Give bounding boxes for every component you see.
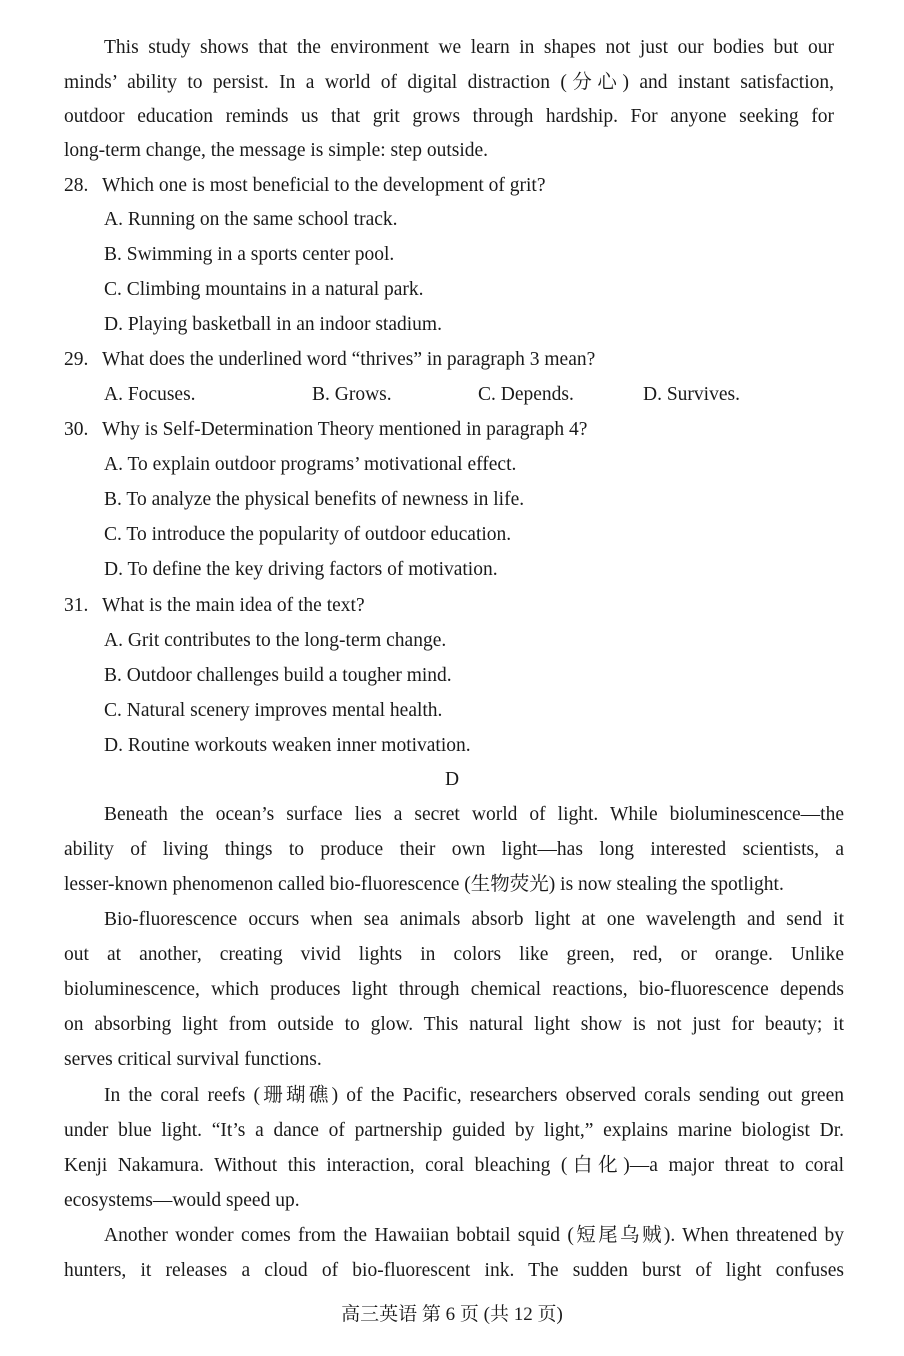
passage-line: out at another, creating vivid lights in colors like green, red, or orange. Unlike [64,944,844,965]
passage-line: minds’ ability to persist. In a world of digital distraction (分心) and instant satisfaction, [64,72,834,93]
passage-line: Bio-fluorescence occurs when sea animals absorb light at one wavelength and send it [104,909,844,930]
question-28 [64,176,546,196]
option-c: C. Climbing mountains in a natural park. [104,279,424,300]
passage-line: Another wonder comes from the Hawaiian bobtail squid (短尾乌贼). When threatened by [104,1225,844,1246]
passage-line: under blue light. “It’s a dance of partnership guided by light,” explains marine biologist Dr. [64,1120,844,1141]
passage-line: Beneath the ocean’s surface lies a secret world of light. While bioluminescence—the [104,804,844,825]
option-a: A. Grit contributes to the long-term change. [104,630,447,651]
option-c: C. Natural scenery improves mental health. [104,700,443,721]
question-number: 31. [64,595,89,616]
question-stem: What is the main idea of the text? [102,595,365,616]
question-number: 30. [64,419,89,440]
question-30 [64,420,587,440]
question-29 [64,350,595,370]
passage-line: ecosystems—would speed up. [64,1190,300,1211]
passage-line: ability of living things to produce their own light—has long interested scientists, a [64,839,844,860]
option-c: C. Depends. [478,384,574,405]
question-stem: Why is Self-Determination Theory mentioned in paragraph 4? [102,419,588,440]
passage-line: lesser-known phenomenon called bio-fluorescence (生物荧光) is now stealing the spotlight. [64,874,784,895]
passage-line: long-term change, the message is simple: step outside. [64,140,489,161]
question-31 [64,596,365,616]
option-b: B. Swimming in a sports center pool. [104,244,395,265]
passage-line: hunters, it releases a cloud of bio-fluorescent ink. The sudden burst of light confuses [64,1260,844,1281]
option-d: D. Survives. [643,384,740,405]
question-stem: What does the underlined word “thrives” in paragraph 3 mean? [102,349,596,370]
option-d: D. Playing basketball in an indoor stadium. [104,314,442,335]
passage-line: bioluminescence, which produces light through chemical reactions, bio-fluorescence depends [64,979,844,1000]
option-d: D. Routine workouts weaken inner motivation. [104,735,471,756]
option-a: A. Running on the same school track. [104,209,398,230]
passage-line: This study shows that the environment we learn in shapes not just our bodies but our [104,37,834,58]
option-b: B. Grows. [312,384,392,405]
question-number: 28. [64,175,89,196]
passage-line: serves critical survival functions. [64,1049,322,1070]
option-d: D. To define the key driving factors of motivation. [104,559,498,580]
passage-line: on absorbing light from outside to glow. This natural light show is not just for beauty; it [64,1014,844,1035]
section-label: D [444,769,460,790]
question-stem: Which one is most beneficial to the development of grit? [102,175,546,196]
option-c: C. To introduce the popularity of outdoor education. [104,524,512,545]
option-b: B. To analyze the physical benefits of newness in life. [104,489,525,510]
passage-line: In the coral reefs (珊瑚礁) of the Pacific, researchers observed corals sending out green [104,1085,844,1106]
page-footer: 高三英语 第 6 页 (共 12 页) [341,1304,563,1325]
passage-line: Kenji Nakamura. Without this interaction, coral bleaching (白化)—a major threat to coral [64,1155,844,1176]
option-a: A. Focuses. [104,384,196,405]
option-b: B. Outdoor challenges build a tougher mind. [104,665,452,686]
passage-line: outdoor education reminds us that grit grows through hardship. For anyone seeking for [64,106,834,127]
question-number: 29. [64,349,89,370]
option-a: A. To explain outdoor programs’ motivational effect. [104,454,517,475]
